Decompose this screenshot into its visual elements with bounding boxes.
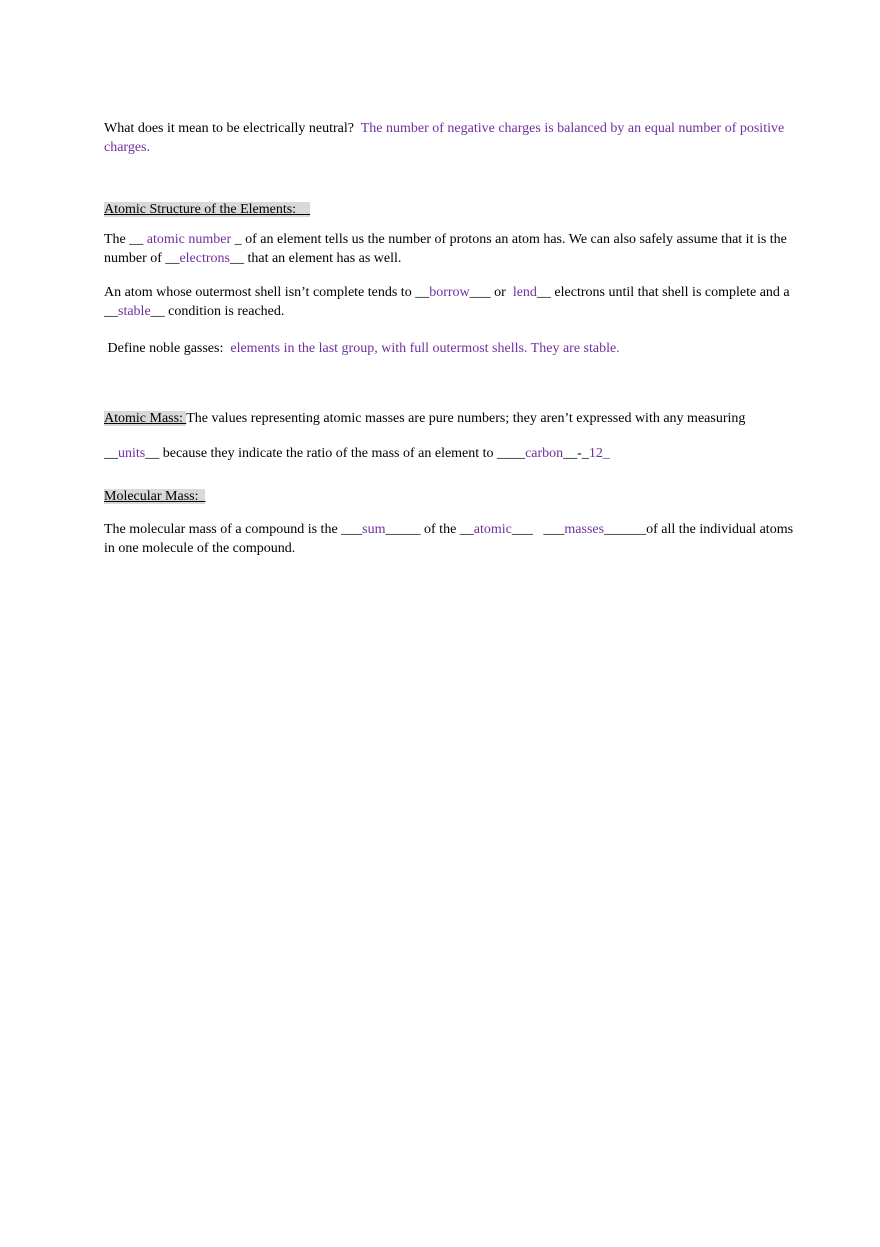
molecular-text-4: ______of all the individual atoms in one molecule of the compound. bbox=[104, 522, 794, 556]
atomic-number-text-3: __ that an element has as well. bbox=[229, 251, 402, 266]
units-text-4: _ bbox=[602, 446, 610, 461]
neutral-answer: The number of negative charges is balanced by an equal number of positive charges. bbox=[104, 121, 785, 155]
atomic-structure-heading-trail bbox=[296, 202, 310, 217]
molecular-mass-heading bbox=[104, 489, 205, 504]
molecular-mass-heading-line bbox=[104, 487, 794, 506]
noble-gasses-question: Define noble gasses: bbox=[104, 341, 231, 356]
neutral-question-paragraph bbox=[104, 119, 794, 157]
atomic-number-paragraph bbox=[104, 230, 794, 268]
atomic-structure-heading bbox=[104, 202, 310, 217]
units-text-2: __ because they indicate the ratio of the mass of an element to ____ bbox=[145, 446, 526, 461]
outer-shell-text-3: __ electrons until that shell is complete and a __ bbox=[104, 285, 790, 319]
borrow-answer: borrow bbox=[429, 285, 470, 300]
outer-shell-paragraph bbox=[104, 283, 794, 321]
outer-shell-text-4: __ condition is reached. bbox=[150, 304, 285, 319]
molecular-mass-paragraph bbox=[104, 520, 794, 558]
atomic-mass-paragraph bbox=[104, 409, 794, 428]
atomic-structure-heading-text: Atomic Structure of the Elements: bbox=[104, 202, 297, 217]
atomic-structure-heading-line bbox=[104, 200, 794, 219]
units-paragraph bbox=[104, 444, 794, 463]
neutral-question: What does it mean to be electrically neutral? bbox=[104, 121, 354, 136]
atomic-number-text-2: _ of an element tells us the number of protons an atom has. We can also safely assume that it is the number of __ bbox=[104, 232, 787, 266]
electrons-answer: electrons bbox=[179, 251, 230, 266]
noble-gasses-answer: elements in the last group, with full outermost shells. They are stable. bbox=[230, 341, 620, 356]
molecular-mass-heading-text: Molecular Mass: bbox=[104, 489, 199, 504]
outer-shell-text-2: ___ or bbox=[469, 285, 513, 300]
noble-gasses-paragraph bbox=[104, 339, 794, 358]
sum-answer: sum bbox=[362, 522, 386, 537]
atomic-mass-heading: Atomic Mass: bbox=[104, 411, 187, 426]
lend-answer: lend bbox=[512, 285, 537, 300]
atomic-number-text-1: The __ bbox=[104, 232, 144, 247]
units-text-1: __ bbox=[104, 446, 118, 461]
molecular-text-3: ___ ___ bbox=[511, 522, 565, 537]
outer-shell-text-1: An atom whose outermost shell isn’t complete tends to __ bbox=[104, 285, 430, 300]
carbon-answer: carbon bbox=[525, 446, 564, 461]
stable-answer: stable bbox=[118, 304, 151, 319]
atomic-mass-text-1: The values representing atomic masses are pure numbers; they aren’t expressed with any measuring bbox=[186, 411, 746, 426]
molecular-mass-heading-trail bbox=[198, 489, 205, 504]
molecular-text-2: _____ of the __ bbox=[385, 522, 474, 537]
atomic-number-answer: atomic number bbox=[143, 232, 235, 247]
molecular-text-1: The molecular mass of a compound is the ___ bbox=[104, 522, 363, 537]
atomic-answer: atomic bbox=[473, 522, 512, 537]
masses-answer: masses bbox=[564, 522, 605, 537]
units-answer: units bbox=[118, 446, 146, 461]
worksheet-page bbox=[104, 119, 794, 558]
units-text-3: __-_ bbox=[563, 446, 589, 461]
twelve-answer: 12 bbox=[588, 446, 603, 461]
